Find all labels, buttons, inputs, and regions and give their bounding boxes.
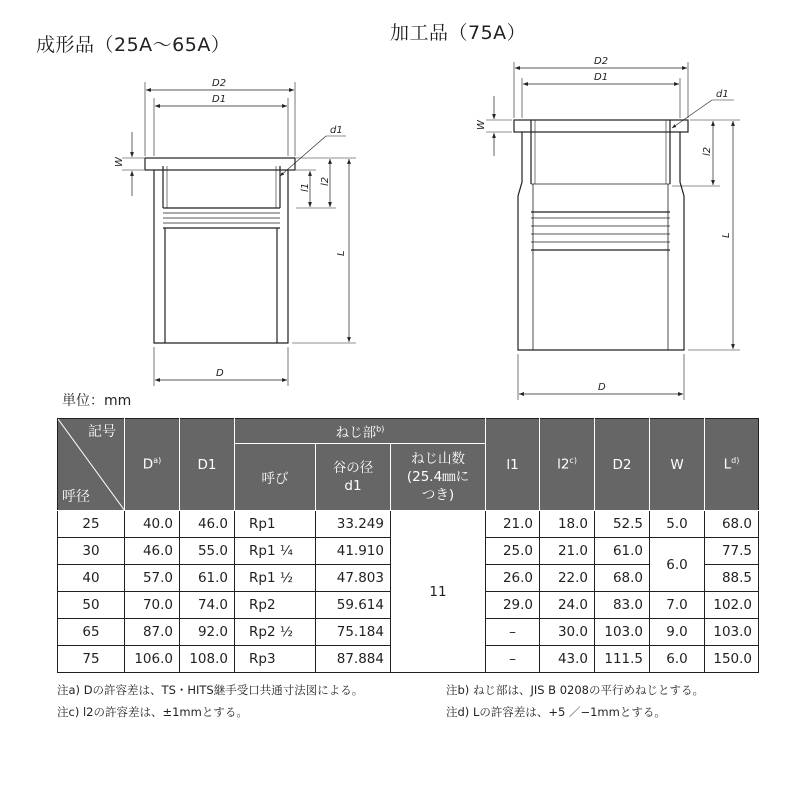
- cell-l2: 24.0: [540, 592, 595, 619]
- molded-fitting-drawing: [122, 82, 356, 386]
- header-root-diameter: 谷の径 d1: [316, 444, 391, 511]
- cell-L: 68.0: [705, 511, 759, 538]
- cell-size: 40: [58, 565, 125, 592]
- cell-D2: 61.0: [595, 538, 650, 565]
- header-D2: D2: [595, 419, 650, 511]
- note-d: 注d) Lの許容差は、+5 ／−1mmとする。: [446, 705, 666, 719]
- cell-l2: 22.0: [540, 565, 595, 592]
- cell-root-diameter: 33.249: [316, 511, 391, 538]
- cell-l2: 21.0: [540, 538, 595, 565]
- cell-L: 102.0: [705, 592, 759, 619]
- cell-D1: 92.0: [180, 619, 235, 646]
- cell-W: 6.0: [650, 538, 705, 592]
- cell-size: 50: [58, 592, 125, 619]
- cell-l2: 30.0: [540, 619, 595, 646]
- cell-l2: 43.0: [540, 646, 595, 673]
- header-l1: l1: [486, 419, 540, 511]
- cell-l2: 18.0: [540, 511, 595, 538]
- cell-yobi: Rp2 ½: [235, 619, 316, 646]
- cell-yobi: Rp3: [235, 646, 316, 673]
- header-thread-count: ねじ山数 (25.4㎜に つき): [391, 444, 486, 511]
- cell-root-diameter: 87.884: [316, 646, 391, 673]
- cell-yobi: Rp2: [235, 592, 316, 619]
- cell-D1: 61.0: [180, 565, 235, 592]
- cell-D1: 108.0: [180, 646, 235, 673]
- cell-W: 5.0: [650, 511, 705, 538]
- cell-L: 103.0: [705, 619, 759, 646]
- header-thread-group: ねじ部$^{b)}$: [235, 419, 486, 444]
- cell-thread-count: 11: [391, 511, 486, 673]
- cell-W: 7.0: [650, 592, 705, 619]
- cell-root-diameter: 75.184: [316, 619, 391, 646]
- cell-D: 70.0: [125, 592, 180, 619]
- header-corner-cell: [58, 419, 125, 511]
- cell-D1: 46.0: [180, 511, 235, 538]
- label-L-right: L: [721, 232, 732, 238]
- label-d1-left: d1: [330, 125, 343, 136]
- cell-L: 88.5: [705, 565, 759, 592]
- cell-D: 57.0: [125, 565, 180, 592]
- cell-D2: 111.5: [595, 646, 650, 673]
- label-l1-left: l1: [300, 182, 311, 192]
- cell-W: 9.0: [650, 619, 705, 646]
- cell-size: 65: [58, 619, 125, 646]
- cell-size: 30: [58, 538, 125, 565]
- cell-l1: 26.0: [486, 565, 540, 592]
- cell-size: 25: [58, 511, 125, 538]
- cell-D2: 68.0: [595, 565, 650, 592]
- label-L-left: L: [336, 250, 347, 256]
- label-D2-right: D2: [594, 56, 609, 67]
- cell-D: 46.0: [125, 538, 180, 565]
- table-header-row: [58, 419, 759, 444]
- header-D1: D1: [180, 419, 235, 511]
- cell-root-diameter: 47.803: [316, 565, 391, 592]
- cell-D: 87.0: [125, 619, 180, 646]
- cell-L: 77.5: [705, 538, 759, 565]
- machined-title: 加工品（75A）: [390, 22, 527, 44]
- label-W-left: W: [114, 157, 125, 167]
- units-label: 単位：mm: [62, 393, 132, 409]
- label-D1-right: D1: [594, 72, 609, 83]
- cell-D1: 74.0: [180, 592, 235, 619]
- label-D1-left: D1: [212, 94, 227, 105]
- label-l2-right: l2: [702, 146, 713, 156]
- cell-l1: –: [486, 619, 540, 646]
- label-l2-left: l2: [320, 176, 331, 186]
- cell-l1: 21.0: [486, 511, 540, 538]
- cell-l1: –: [486, 646, 540, 673]
- table-row: [58, 511, 759, 538]
- cell-D: 40.0: [125, 511, 180, 538]
- header-symbol-label: 記号: [88, 424, 116, 440]
- dimension-table: [57, 418, 759, 673]
- note-a: 注a) Dの許容差は、TS・HITS継手受口共通寸法図による。: [57, 683, 364, 697]
- label-D-left: D: [216, 368, 224, 379]
- header-yobi: 呼び: [235, 444, 316, 511]
- cell-D2: 83.0: [595, 592, 650, 619]
- cell-D: 106.0: [125, 646, 180, 673]
- cell-W: 6.0: [650, 646, 705, 673]
- header-nominal-size-label: 呼径: [62, 489, 90, 505]
- cell-yobi: Rp1 ½: [235, 565, 316, 592]
- cell-D1: 55.0: [180, 538, 235, 565]
- cell-D2: 52.5: [595, 511, 650, 538]
- label-D2-left: D2: [212, 78, 227, 89]
- cell-yobi: Rp1: [235, 511, 316, 538]
- molded-title: 成形品（25A～65A）: [36, 34, 231, 56]
- header-W: W: [650, 419, 705, 511]
- cell-root-diameter: 59.614: [316, 592, 391, 619]
- header-D: $D^{a)}$: [125, 419, 180, 511]
- note-c: 注c) l2の許容差は、±1mmとする。: [57, 705, 248, 719]
- header-l2: l2$^{c)}$: [540, 419, 595, 511]
- label-D-right: D: [598, 382, 606, 393]
- note-b: 注b) ねじ部は、JIS B 0208の平行めねじとする。: [446, 683, 704, 697]
- cell-l1: 29.0: [486, 592, 540, 619]
- machined-fitting-drawing: [486, 62, 740, 400]
- label-d1-right: d1: [716, 89, 729, 100]
- cell-l1: 25.0: [486, 538, 540, 565]
- cell-root-diameter: 41.910: [316, 538, 391, 565]
- label-W-right: W: [476, 120, 487, 130]
- header-L: $L^{d)}$: [705, 419, 759, 511]
- cell-yobi: Rp1 ¼: [235, 538, 316, 565]
- cell-size: 75: [58, 646, 125, 673]
- cell-D2: 103.0: [595, 619, 650, 646]
- cell-L: 150.0: [705, 646, 759, 673]
